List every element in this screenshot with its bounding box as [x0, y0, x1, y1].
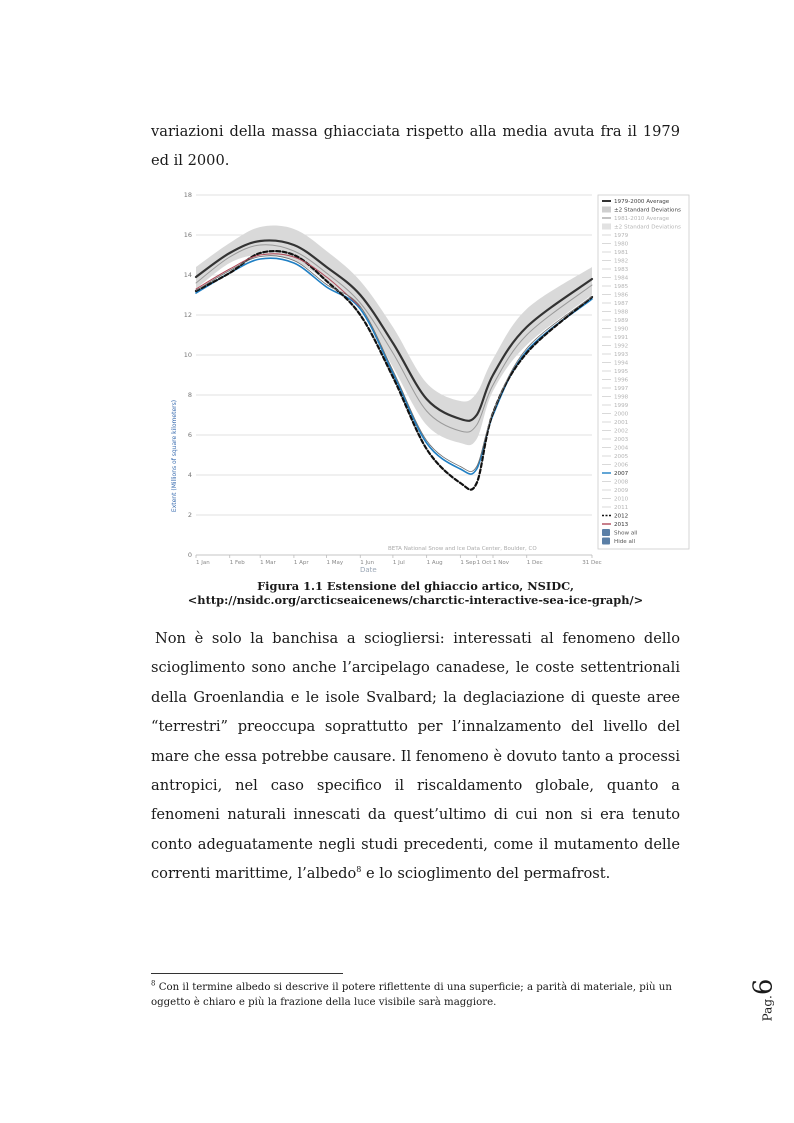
legend-label: 1992 — [614, 343, 629, 350]
x-axis-label: Date — [360, 566, 377, 572]
footnote-text: Con il termine albedo si descrive il potere riflettente di una superficie; a parità di materiale, più un oggetto è chiaro e più la frazione della luce visibile sarà maggiore. — [151, 982, 672, 1008]
y-tick-label: 10 — [183, 351, 192, 359]
footnote-reference: 8 — [356, 865, 362, 875]
x-tick-label: 1 Apr — [293, 560, 309, 566]
legend-toggle — [602, 529, 610, 536]
legend-label: 2010 — [614, 496, 629, 503]
main-paragraph-text: Non è solo la banchisa a sciogliersi: interessati al fenomeno dello scioglimento sono anche l’arcipelago canadese, le coste settentrionali della Groenlandia e le isole Svalbard; la deglaciazione di queste aree “terrestri” preoccupa soprattutto per l’innalzamento del livello del mare che essa potrebbe causare. Il fenomeno è dovuto tanto a processi antropici, nel caso specifico il riscaldamento globale, quanto a fenomeni naturali innescati da quest’ultimo di cui non si era tenuto conto adeguatamente negli studi precedenti, come il mutamento delle correnti marittime, l’albedo — [151, 630, 680, 883]
y-axis-label: Extent (Millions of square kilometers) — [171, 399, 178, 513]
legend-label: 1998 — [614, 394, 629, 401]
legend-label: 1981 — [614, 250, 629, 256]
x-tick-label: 1 Nov — [493, 560, 509, 566]
legend-label: 1981-2010 Average — [614, 216, 670, 222]
legend-swatch — [602, 207, 611, 213]
x-tick-label: 1 Oct — [476, 560, 492, 566]
x-tick-label: 1 Jun — [360, 560, 375, 566]
legend-label: 2007 — [614, 471, 629, 477]
x-tick-label: 1 Mar — [260, 560, 276, 566]
legend-label: Show all — [614, 530, 638, 537]
legend-label: 2000 — [614, 411, 629, 418]
page-value: 6 — [748, 978, 779, 996]
chart-legend — [598, 195, 689, 549]
y-tick-label: 16 — [183, 231, 192, 239]
y-tick-label: 0 — [187, 551, 192, 559]
x-tick-label: 1 Feb — [229, 560, 245, 566]
legend-label: 2006 — [614, 462, 629, 469]
std-deviation-band — [196, 226, 592, 446]
page-label: Pag. — [760, 995, 775, 1022]
legend-label: 1980 — [614, 241, 629, 248]
legend-label: 1999 — [614, 403, 629, 409]
legend-label: 1989 — [614, 318, 629, 324]
legend-label: 2002 — [614, 428, 629, 435]
y-tick-label: 2 — [187, 511, 192, 519]
legend-label: 2001 — [614, 420, 629, 426]
legend-label: 1991 — [614, 335, 629, 341]
y-tick-label: 14 — [183, 271, 192, 279]
y-tick-label: 12 — [183, 311, 192, 319]
legend-label: 1979 — [614, 233, 629, 239]
legend-toggle — [602, 538, 610, 545]
legend-label: 2013 — [614, 522, 629, 528]
legend-label: 1982 — [614, 258, 629, 265]
footnote-number: 8 — [151, 979, 156, 988]
sea-ice-extent-chart — [168, 190, 694, 572]
legend-label: 1997 — [614, 386, 629, 392]
main-paragraph — [151, 624, 680, 889]
x-tick-label: 1 Jul — [392, 560, 405, 566]
intro-paragraph: variazioni della massa ghiacciata rispetto alla media avuta fra il 1979 ed il 2000. — [151, 123, 680, 170]
legend-label: 1988 — [614, 309, 629, 316]
legend-label: 2012 — [614, 513, 629, 520]
x-tick-label: 1 May — [326, 560, 344, 566]
legend-label: 2011 — [614, 505, 629, 511]
legend-label: 2004 — [614, 445, 629, 452]
y-tick-label: 4 — [187, 471, 192, 479]
x-tick-label: 31 Dec — [582, 560, 602, 566]
figure-caption-url: <http://nsidc.org/arcticseaicenews/charctic-interactive-sea-ice-graph/> — [187, 593, 644, 607]
legend-label: 1995 — [614, 369, 629, 375]
legend-label: 1983 — [614, 267, 629, 273]
page-number — [748, 979, 778, 1022]
legend-label: 1993 — [614, 352, 629, 358]
legend-box — [598, 195, 689, 549]
legend-label: 1994 — [614, 360, 629, 367]
y-tick-label: 8 — [187, 391, 192, 399]
legend-label: 2005 — [614, 454, 629, 460]
x-tick-label: 1 Aug — [426, 560, 443, 566]
legend-label: 1984 — [614, 275, 629, 282]
legend-label: 1987 — [614, 301, 629, 307]
legend-label: 1986 — [614, 292, 629, 299]
chart-credit: BETA National Snow and Ice Data Center, Boulder, CO — [388, 546, 537, 552]
y-tick-label: 18 — [183, 191, 192, 199]
x-tick-label: 1 Jan — [196, 560, 210, 566]
legend-label: ±2 Standard Deviations — [614, 207, 681, 214]
legend-label: 2009 — [614, 488, 629, 494]
y-tick-label: 6 — [187, 431, 192, 439]
legend-label: 2008 — [614, 479, 629, 486]
legend-label: 1985 — [614, 284, 629, 290]
series-line-2012 — [196, 251, 592, 490]
x-tick-label: 1 Dec — [526, 560, 543, 566]
figure-caption-title: Figura 1.1 Estensione del ghiaccio artico, NSIDC, — [257, 579, 574, 593]
footnote-separator — [151, 973, 343, 974]
legend-label: 1990 — [614, 326, 629, 333]
main-paragraph-tail: e lo scioglimento del permafrost. — [361, 865, 611, 883]
legend-label: ±2 Standard Deviations — [614, 224, 681, 231]
legend-label: 1979-2000 Average — [614, 199, 670, 205]
legend-label: 1996 — [614, 377, 629, 384]
legend-label: Hide all — [614, 539, 636, 545]
footnote — [151, 980, 681, 1010]
legend-swatch — [602, 224, 611, 230]
x-tick-label: 1 Sep — [460, 560, 476, 566]
legend-label: 2003 — [614, 437, 629, 443]
